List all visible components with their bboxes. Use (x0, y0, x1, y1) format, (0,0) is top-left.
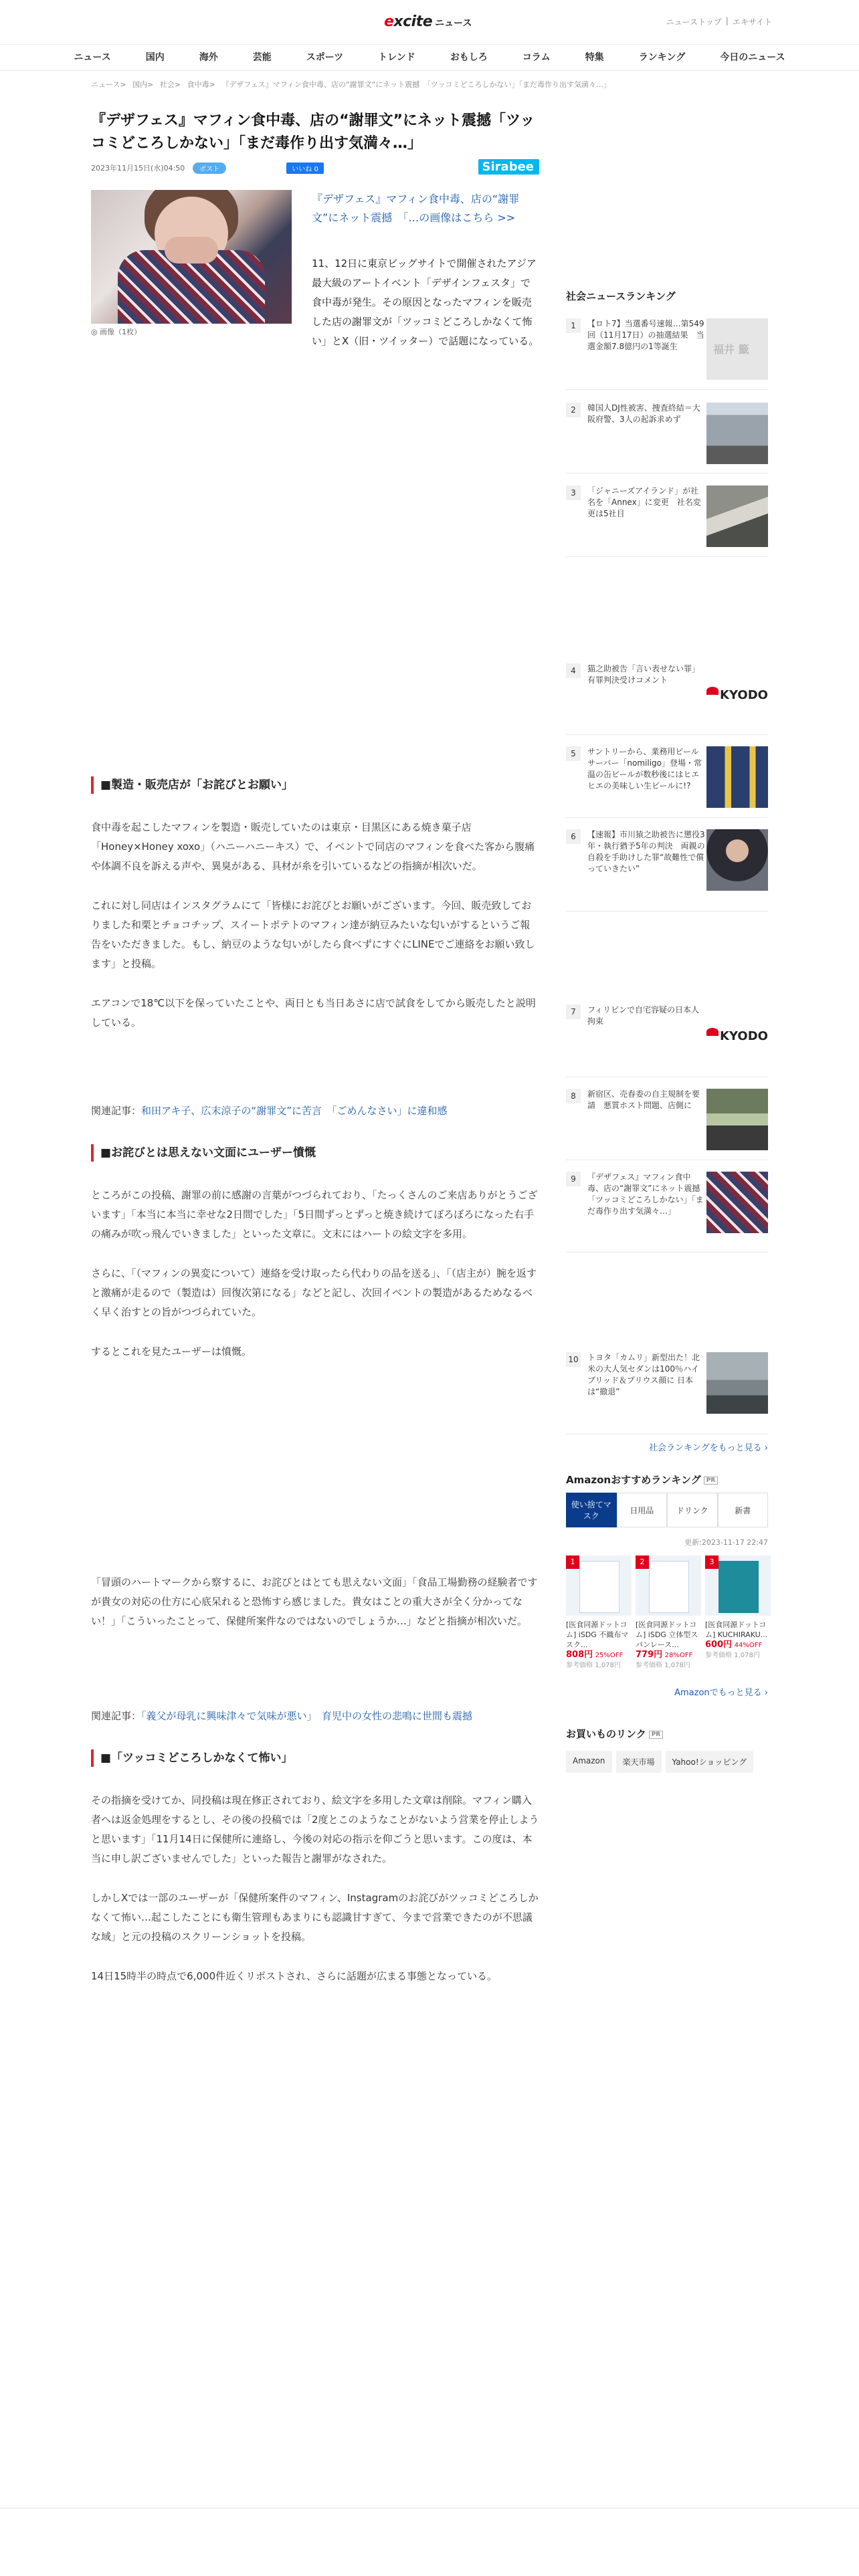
ranking-more-link[interactable]: 社会ランキングをもっと見る › (649, 1443, 768, 1453)
body-paragraph: 14日15時半の時点で6,000件近くリポストされ、さらに話題が広まる事態となっている。 (91, 1970, 498, 1982)
body-paragraph: さらに、「（マフィンの異変について）連絡を受け取ったら代わりの品を送る」、「（店主が）腕を返すと激痛が走るので（製造は）回復次第になる」などと記し、次回イベントの製造があるためなるべく早く治すとの旨がつづられていた。 (91, 1267, 537, 1318)
related-link[interactable]: 「義父が母乳に興味津々で気味が悪い」 (141, 1710, 312, 1722)
rank-text: 【速報】市川猿之助被告に懲役3年・執行猶予5年の判決 両親の自殺を手助けした罪“故難性で償っていきたい” (587, 830, 705, 873)
product-ref-price: 参考価格 1,078円 (636, 1662, 690, 1669)
logo-sub: ニュース (435, 18, 472, 29)
product-discount: 28%OFF (664, 1652, 693, 1659)
nav-item-feature[interactable]: 特集 (585, 52, 604, 63)
rank-number: 2 (566, 403, 581, 417)
shop-link-yahoo[interactable]: Yahoo!ショッピング (666, 1751, 754, 1773)
amazon-products (566, 1555, 768, 1671)
kyodo-logo (706, 1004, 768, 1066)
rank-thumbnail (706, 1089, 768, 1150)
body-paragraph: その指摘を受けてか、同投稿は現在修正されており、絵文字を多用した文章は削除。マフィン購入者へは返金処理をするとし、その後の投稿では「2度とこのようなことがないよう営業を停止しようと思います」「11月14日に保健所に連絡し、今後の対応の指示を仰ごうと思います。この度は、本当に申し訳ございませんでした」といった報告と謝罪がなされた。 (91, 1794, 539, 1864)
rank-text: 【ロト7】当選番号速報…第549回（11月17日）の抽選結果 当選金額7.8億円の1等誕生 (587, 319, 704, 351)
breadcrumb-news[interactable]: ニュース (91, 80, 120, 89)
lead-paragraph: 11、12日に東京ビッグサイトで開催されたアジア最大級のアートイベント「デザインフェスタ」で食中毒が発生。その原因となったマフィンを販売した店の謝罪文が「ツッコミどころしかなくて怖い」とX（旧・ツイッター）で話題になっている。 (312, 257, 539, 347)
photo-box (91, 190, 292, 351)
logo-main: excite (384, 13, 433, 30)
product-discount: 25%OFF (595, 1652, 624, 1659)
body-paragraph: ところがこの投稿、謝罪の前に感謝の言葉がつづられており、「たっくさんのご来店ありがとうございます」「本当に本当に幸せな2日間でした」「5日間ずっとずっと焼き続けてぼろぼろになった右手の痛みが吹っ飛んでいきました」といった文章に。文末にはハートの絵文字を多用。 (91, 1189, 538, 1240)
ranking-item[interactable] (566, 318, 768, 380)
photo-caption[interactable] (91, 326, 292, 337)
tab-books[interactable]: 新書 (718, 1493, 769, 1527)
article-date: 2023年11月15日(水)04:50 (91, 164, 185, 173)
section-heading-2: ■お詫びとは思えない文面にユーザー憤慨 (91, 1144, 539, 1162)
sirabee-logo[interactable]: Sirabee (478, 159, 539, 175)
product-rank: 1 (566, 1555, 579, 1569)
nav-item-entertainment[interactable]: 芸能 (252, 52, 272, 63)
related-articles-1 (91, 1103, 539, 1117)
breadcrumb-current: 『デザフェス』マフィン食中毒、店の“謝罪文”にネット震撼 「ツッコミどころしかない」「まだ毒作り出す気満々…」 (221, 80, 611, 89)
rank-number: 3 (566, 486, 581, 500)
section-heading-1: ■製造・販売店が「お詫びとお願い」 (91, 776, 539, 794)
rank-number: 7 (566, 1004, 581, 1019)
kyodo-logo (706, 663, 768, 725)
shop-title (566, 1727, 663, 1741)
tab-masks[interactable]: 使い捨てマスク (566, 1493, 617, 1527)
pr-badge: PR (649, 1731, 664, 1739)
rank-thumbnail (706, 486, 768, 547)
nav-item-domestic[interactable]: 国内 (145, 52, 165, 63)
breadcrumb-sep: > (147, 80, 154, 89)
pr-badge: PR (704, 1477, 719, 1485)
ranking-item[interactable] (566, 486, 768, 547)
ranking-title: 社会ニュースランキング (566, 290, 676, 302)
rank-number: 8 (566, 1089, 581, 1103)
product-price: 808円 (566, 1650, 593, 1660)
sidebar (566, 289, 768, 1767)
shop-title-text: お買いものリンク (566, 1728, 646, 1740)
article-meta (91, 158, 539, 178)
rank-text: 猫之助被告「言い表せない罪」 有罪判決受けコメント (587, 664, 704, 685)
breadcrumb-sep: > (209, 80, 215, 89)
ranking-item[interactable] (566, 1004, 768, 1066)
body-paragraph: しかしXでは一部のユーザーが「保健所案件のマフィン、Instagramのお詫びがツッコミどころしかなくて怖い…起こしたことにも衛生管理もあまりにも認識甘すぎて、今まで営業できたのが不思議な域」と元の投稿のスクリーンショットを投稿。 (91, 1892, 539, 1943)
lead-text (312, 190, 539, 351)
nav-item-funny[interactable]: おもしろ (450, 52, 488, 63)
shop-links (566, 1751, 753, 1773)
product-ref-price: 参考価格 1,078円 (566, 1662, 621, 1669)
header-divider: | (725, 16, 729, 25)
product-price: 779円 (636, 1650, 663, 1660)
rank-number: 5 (566, 746, 581, 761)
body-paragraph: 「冒頭のハートマークから察するに、お詫びとはとても思えない文面」「食品工場勤務の経験者ですが貴女の対応の仕方に心底呆れると恐怖すら感じました。貴女はことの重大さが全く分かってない！」「こういったことって、保健所案件なのではないのでしょうか…」などと指摘が相次いだ。 (91, 1576, 538, 1627)
site-header (0, 0, 859, 44)
rank-text: フィリピンで自宅容疑の日本人拘束 (587, 1005, 700, 1026)
related-prefix: 関連記事： (91, 1105, 142, 1117)
photo-gallery-link[interactable]: 『デザフェス』マフィン食中毒、店の“謝罪文”にネット震撼 「…の画像はこちら >> (312, 193, 520, 224)
shop-link-amazon[interactable]: Amazon (566, 1751, 612, 1773)
breadcrumb (91, 79, 686, 90)
camera-icon: ◎ (91, 328, 98, 336)
amazon-tabs (566, 1493, 768, 1527)
photo-caption-text: 画像（1枚） (100, 328, 142, 336)
breadcrumb-society[interactable]: 社会 (159, 80, 175, 89)
global-nav (0, 44, 859, 71)
rank-text: 韓国人DJ性被害、捜査終結＝大阪府警、3人の起訴求めず (587, 403, 700, 424)
rank-number: 10 (566, 1352, 581, 1367)
nav-item-news[interactable]: ニュース (74, 52, 111, 63)
product-card[interactable] (566, 1555, 632, 1671)
product-image (566, 1555, 632, 1616)
ranking-item[interactable] (566, 1089, 768, 1150)
amazon-title-text: Amazonおすすめランキング (566, 1474, 701, 1486)
kyodo-label: KYODO (706, 687, 768, 702)
ranking-item[interactable] (566, 403, 768, 464)
shop-link-rakuten[interactable]: 楽天市場 (616, 1751, 662, 1773)
product-card[interactable] (636, 1555, 701, 1671)
body-paragraph: 食中毒を起こしたマフィンを製造・販売していたのは東京・目黒区にある焼き菓子店「Honey×Honey xoxo」（ハニーハニーキス）で、イベントで同店のマフィンを食べた客から腹痛や体調不良を訴える声や、異臭がある、具材が糸を引いているなどの指摘が相次いだ。 (91, 821, 535, 872)
tab-daily-goods[interactable]: 日用品 (617, 1493, 668, 1527)
ranking-item[interactable] (566, 1352, 768, 1414)
body-paragraph: エアコンで18℃以下を保っていたことや、両日とも当日あさに店で試食をしてから販売したと説明している。 (91, 997, 536, 1029)
ranking-item[interactable] (566, 746, 768, 808)
rank-text: 「ジャニーズアイランド」が社名を「Annex」に変更 社名変更は5社目 (587, 486, 701, 518)
nav-item-today[interactable]: 今日のニュース (720, 52, 785, 63)
kyodo-label: KYODO (706, 1028, 768, 1043)
excite-logo[interactable] (384, 13, 472, 30)
header-links (666, 16, 772, 27)
excite-link[interactable]: エキサイト (732, 17, 772, 27)
like-button[interactable]: いいね 0 (286, 163, 324, 174)
product-image (705, 1555, 771, 1616)
body-paragraph: するとこれを見たユーザーは憤慨。 (91, 1346, 252, 1358)
rank-thumbnail: 福井 籤 (706, 318, 768, 380)
rank-number: 9 (566, 1172, 581, 1186)
amazon-more-link[interactable]: Amazonでもっと見る › (674, 1688, 768, 1698)
nav-item-world[interactable]: 海外 (199, 52, 218, 63)
body-paragraph: これに対し同店はインスタグラムにて「皆様にお詫びとお願いがございます。今回、販売致しておりました和栗とチョコチップ、スイートポテトのマフィン達が納豆みたいな匂いがするというご報告をいただきました。もし、納豆のような匂いがしたら食べずにすぐにLINEでご連絡をお願い致します」と投稿。 (91, 899, 535, 970)
related-prefix: 関連記事： (91, 1710, 142, 1722)
related-articles-2 (91, 1709, 539, 1723)
article (91, 110, 539, 1986)
breadcrumb-sep: > (174, 80, 181, 89)
rank-text: 新宿区、売春委の自主規制を要請 悪質ホスト問題、店側に (587, 1089, 700, 1110)
product-rank: 3 (705, 1555, 719, 1569)
product-price: 600円 (705, 1640, 733, 1650)
ranking-item[interactable] (566, 1172, 768, 1233)
related-link[interactable]: 育児中の女性の悲鳴に世間も震撼 (322, 1710, 473, 1722)
rank-thumbnail (706, 403, 768, 464)
article-title: 『デザフェス』マフィン食中毒、店の“謝罪文”にネット震撼「ツッコミどころしかない」「まだ毒作り出す気満々…」 (91, 112, 535, 152)
tab-drinks[interactable]: ドリンク (667, 1493, 718, 1527)
rank-thumbnail (706, 746, 768, 808)
rank-thumbnail (706, 1352, 768, 1414)
nav-item-column[interactable]: コラム (522, 52, 551, 63)
lead-section (91, 190, 539, 351)
tweet-button[interactable]: ポスト (193, 163, 226, 174)
nav-item-trend[interactable]: トレンド (378, 52, 415, 63)
ranking-item[interactable] (566, 829, 768, 891)
article-photo[interactable] (91, 190, 292, 324)
amazon-title (566, 1473, 718, 1487)
breadcrumb-domestic[interactable]: 国内 (132, 80, 148, 89)
ranking-item[interactable] (566, 663, 768, 725)
nav-item-sports[interactable]: スポーツ (306, 52, 344, 63)
rank-number: 6 (566, 829, 581, 844)
rank-thumbnail (706, 1172, 768, 1233)
rank-text: 『デザフェス』マフィン食中毒、店の“謝罪文”にネット震撼「ツッコミどころしかない」「まだ毒作り出す気満々…」 (587, 1172, 704, 1216)
product-name: [医食同源ドットコム] KUCHIRAKU... (705, 1620, 768, 1639)
product-ref-price: 参考価格 1,078円 (705, 1652, 760, 1659)
breadcrumb-food-poisoning[interactable]: 食中毒 (187, 80, 209, 89)
product-image (636, 1555, 701, 1616)
nav-item-ranking[interactable]: ランキング (638, 52, 686, 63)
rank-number: 1 (566, 318, 581, 333)
news-top-link[interactable]: ニューストップ (666, 17, 722, 27)
amazon-updated: 更新:2023-11-17 22:47 (684, 1538, 768, 1547)
rank-text: サントリーから、業務用ビールサーバー「nomiligo」登場・常温の缶ビールが数秒後にはヒエヒエの美味しい生ビールに!? (587, 747, 702, 790)
rank-thumbnail (706, 829, 768, 891)
product-rank: 2 (636, 1555, 649, 1569)
product-card[interactable] (705, 1555, 771, 1671)
logo-text: xcite (393, 13, 433, 30)
rank-text: トヨタ「カムリ」新型出た！北米の大人気セダンは100％ハイブリッド＆プリウス顔に 日本は“撤退” (587, 1353, 700, 1396)
related-link[interactable]: 「ごめんなさい」に違和感 (331, 1105, 448, 1117)
breadcrumb-sep: > (120, 80, 126, 89)
product-discount: 44%OFF (734, 1642, 763, 1649)
rank-number: 4 (566, 663, 581, 678)
product-name: [医食同源ドットコム] iSDG 立体型スパンレース... (636, 1620, 698, 1649)
section-heading-3: ■「ツッコミどころしかなくて怖い」 (91, 1749, 539, 1767)
related-link[interactable]: 和田アキ子、広末涼子の“謝罪文”に苦言 (141, 1105, 322, 1117)
product-name: [医食同源ドットコム] iSDG 不織布マスク... (566, 1620, 629, 1649)
